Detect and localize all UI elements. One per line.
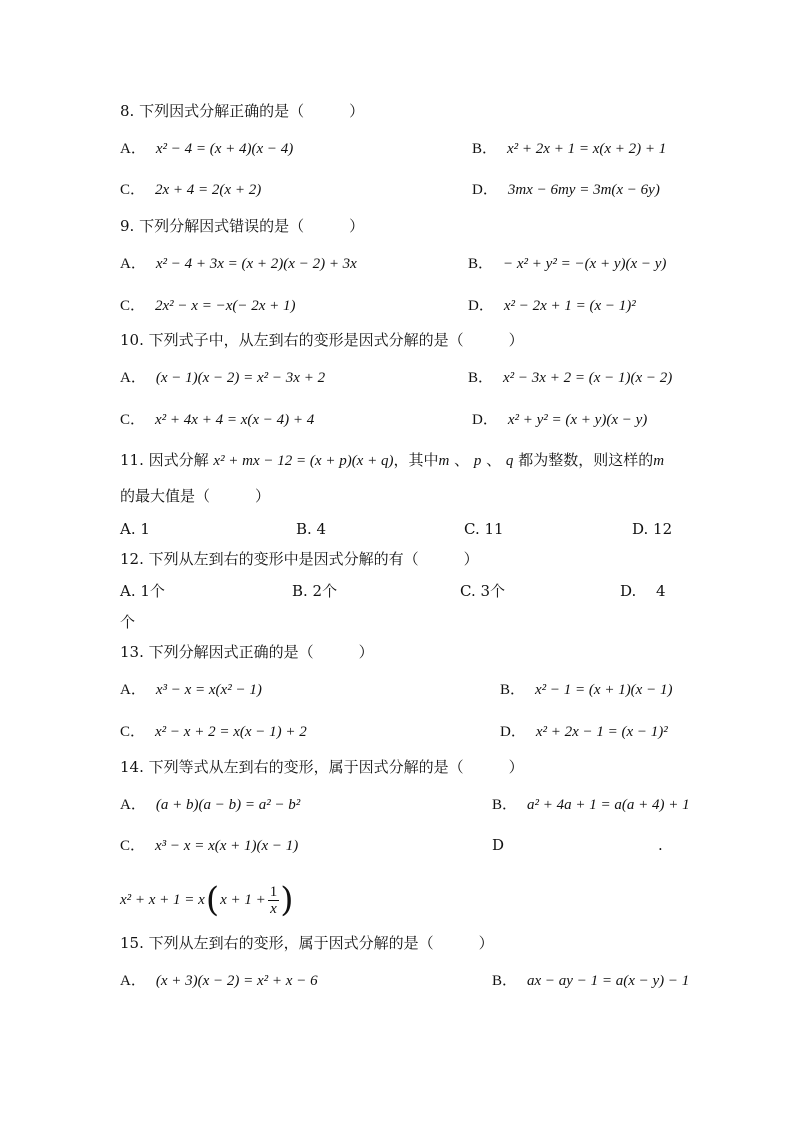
option-label: D． — [468, 298, 494, 314]
q9-c-math: 2x² − x = −x(− 2x + 1) — [155, 298, 296, 314]
left-paren: ( — [205, 880, 220, 920]
q14-b-math: a² + 4a + 1 = a(a + 4) + 1 — [527, 797, 690, 813]
q8-b-math: x² + 2x + 1 = x(x + 2) + 1 — [507, 141, 667, 157]
q14-d-math-left: x² + x + 1 = x — [120, 892, 205, 908]
q11-var-m: m — [438, 453, 450, 469]
q13-option-d — [500, 720, 668, 743]
q11-var-m2: m — [653, 453, 665, 469]
question-14-stem: 14. 下列等式从左到右的变形，属于因式分解的是（ ） — [120, 758, 524, 776]
option-label: B． — [500, 682, 526, 698]
q11-text-2: ，其中 — [393, 451, 439, 469]
option-label: A． — [120, 973, 146, 989]
q11-option-d: D. 12 — [632, 520, 673, 538]
q12-option-d: D. 4 — [620, 582, 666, 600]
option-label: C． — [120, 182, 146, 198]
q10-b-math: x² − 3x + 2 = (x − 1)(x − 2) — [503, 370, 673, 386]
q8-c-math: 2x + 4 = 2(x + 2) — [155, 182, 262, 198]
q10-a-math: (x − 1)(x − 2) = x² − 3x + 2 — [155, 370, 326, 386]
q11-sep-1: 、 — [449, 451, 474, 469]
q15-a-math: (x + 3)(x − 2) = x² + x − 6 — [155, 973, 318, 989]
q10-option-a — [120, 366, 325, 389]
option-label: A． — [120, 141, 146, 157]
q13-d-math: x² + 2x − 1 = (x − 1)² — [535, 724, 668, 740]
fraction-numerator: 1 — [269, 883, 278, 900]
q13-option-a — [120, 678, 262, 701]
q15-option-a — [120, 969, 318, 992]
option-label: D． — [472, 412, 498, 428]
option-label: A． — [120, 256, 146, 272]
q12-option-a: A. 1个 — [120, 582, 165, 600]
q10-option-b — [468, 366, 672, 389]
q14-d-math-inner: x + 1 + — [220, 892, 266, 908]
q15-b-math: ax − ay − 1 = a(x − y) − 1 — [527, 973, 690, 989]
q13-option-b — [500, 678, 672, 701]
option-label: B． — [468, 370, 494, 386]
q11-text-3: 都为整数，则这样的 — [513, 451, 654, 469]
q11-option-c: C. 11 — [464, 520, 504, 538]
q14-option-d-label: D — [492, 836, 505, 854]
q14-a-math: (a + b)(a − b) = a² − b² — [155, 797, 301, 813]
q15-option-b — [492, 969, 689, 992]
option-label: C． — [120, 298, 146, 314]
q13-c-math: x² − x + 2 = x(x − 1) + 2 — [155, 724, 307, 740]
q8-option-d — [472, 178, 660, 201]
question-15-stem: 15. 下列从左到右的变形，属于因式分解的是（ ） — [120, 934, 494, 952]
option-label: A． — [120, 682, 146, 698]
q9-option-d — [468, 294, 636, 317]
q13-a-math: x³ − x = x(x² − 1) — [155, 682, 262, 698]
q9-a-math: x² − 4 + 3x = (x + 2)(x − 2) + 3x — [155, 256, 357, 272]
option-label: B． — [472, 141, 498, 157]
q10-c-math: x² + 4x + 4 = x(x − 4) + 4 — [155, 412, 315, 428]
q14-c-math: x³ − x = x(x + 1)(x − 1) — [155, 838, 299, 854]
option-label: B． — [492, 797, 518, 813]
option-label: B． — [468, 256, 494, 272]
q12-option-b: B. 2个 — [292, 582, 338, 600]
option-label: D． — [500, 724, 526, 740]
q12-option-c: C. 3个 — [460, 582, 506, 600]
q8-option-a — [120, 137, 293, 160]
fraction — [268, 884, 280, 917]
q8-d-math: 3mx − 6my = 3m(x − 6y) — [507, 182, 660, 198]
option-label: A． — [120, 370, 146, 386]
option-label: C． — [120, 838, 146, 854]
q14-option-d-dot: . — [658, 836, 663, 854]
q14-option-d-math — [120, 880, 294, 920]
option-label: B． — [492, 973, 518, 989]
q9-option-c — [120, 294, 296, 317]
q11-var-p: p — [473, 453, 482, 469]
fraction-denominator: x — [270, 900, 277, 917]
q14-option-a — [120, 793, 300, 816]
question-13-stem: 13. 下列分解因式正确的是（ ） — [120, 643, 374, 661]
q9-option-a — [120, 252, 357, 275]
q8-option-b — [472, 137, 666, 160]
q11-sep-2: 、 — [481, 451, 506, 469]
question-9-stem: 9. 下列分解因式错误的是（ ） — [120, 217, 365, 235]
q11-option-b: B. 4 — [296, 520, 327, 538]
q11-equation: x² + mx − 12 = (x + p)(x + q) — [213, 453, 394, 469]
option-label: D． — [472, 182, 498, 198]
q8-option-c — [120, 178, 261, 201]
q9-b-math: − x² + y² = −(x + y)(x − y) — [503, 256, 667, 272]
q11-var-q: q — [505, 453, 514, 469]
q11-text-1: 11. 因式分解 — [120, 451, 214, 469]
q9-option-b — [468, 252, 666, 275]
q14-option-c — [120, 834, 298, 857]
option-label: C． — [120, 412, 146, 428]
q11-option-a: A. 1 — [120, 520, 150, 538]
q8-a-math: x² − 4 = (x + 4)(x − 4) — [155, 141, 294, 157]
q10-d-math: x² + y² = (x + y)(x − y) — [507, 412, 648, 428]
question-8-stem: 8. 下列因式分解正确的是（ ） — [120, 102, 365, 120]
q10-option-d — [472, 408, 647, 431]
q10-option-c — [120, 408, 314, 431]
q13-option-c — [120, 720, 307, 743]
option-label: A． — [120, 797, 146, 813]
question-10-stem: 10. 下列式子中，从左到右的变形是因式分解的是（ ） — [120, 331, 524, 349]
question-12-stem: 12. 下列从左到右的变形中是因式分解的有（ ） — [120, 550, 479, 568]
question-11-stem — [120, 449, 664, 472]
q9-d-math: x² − 2x + 1 = (x − 1)² — [503, 298, 636, 314]
q13-b-math: x² − 1 = (x + 1)(x − 1) — [535, 682, 673, 698]
q12-option-d-continued: 个 — [120, 613, 136, 631]
q14-option-b — [492, 793, 690, 816]
question-11-stem-line-2: 的最大值是（ ） — [120, 487, 271, 505]
right-paren: ) — [280, 880, 294, 920]
option-label: C． — [120, 724, 146, 740]
